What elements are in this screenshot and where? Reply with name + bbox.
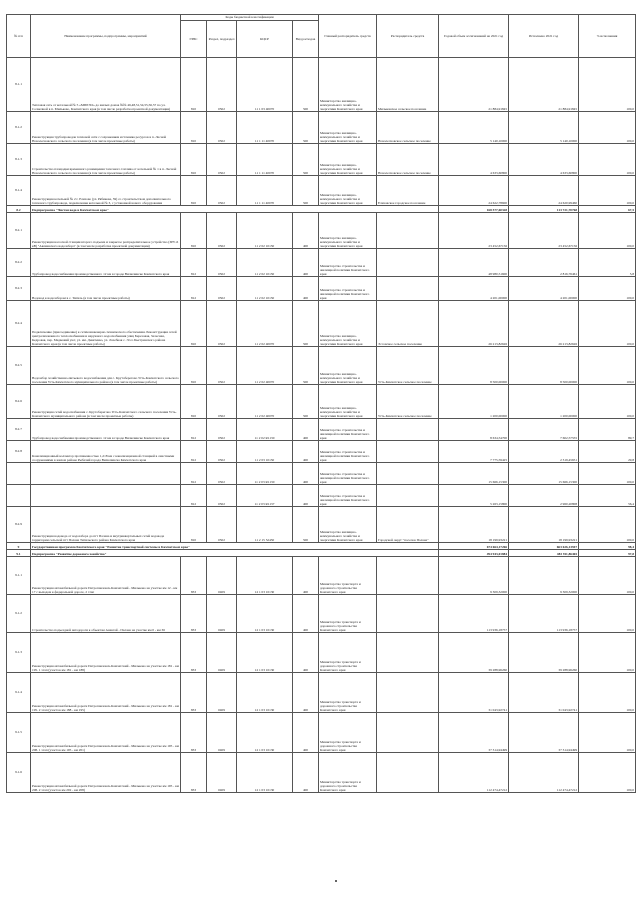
cell-grbs: 812 [181, 277, 207, 301]
cell-num: 9.1.2 [7, 595, 31, 633]
cell-plan: 5 263,15800 [439, 485, 509, 507]
cell-gl: Министерство строительства и жилищной политики Камчатского края [319, 485, 377, 507]
cell-rzpr: 0409 [207, 595, 237, 633]
cell-kcsr: 11 2 02 10130 [237, 213, 293, 249]
cell-grbs: 810 [181, 58, 207, 112]
cell-vr: 400 [293, 633, 319, 673]
cell-plan: 26 213,82626 [439, 301, 509, 347]
cell-plan: 21 884,91845 [439, 58, 509, 112]
cell-plan: 18 199,93221 [439, 507, 509, 543]
cell-name: Реконструкция автомобильной дороги Петропавловск-Камчатский - Мильково на участке км 195 - км 208. 2 этап (участок км 202 - км 208) [31, 753, 181, 793]
cell-num: 8.2.4 [7, 301, 31, 347]
table-row [7, 347, 636, 385]
cell-num: 8.2.8 [7, 441, 31, 463]
cell-name: Реконструкция трубопроводов тепловой сети с сохранением источника ресурсов в п. Лесной Новолесновского сельского поселения (в том числе проектные работы) [31, 112, 181, 144]
cell-rasp [377, 277, 439, 301]
cell-pct: 5,8 [579, 249, 636, 277]
cell-name: Водовод к водозаборам в с. Тигиль (в том числе проектные работы) [31, 277, 181, 301]
cell-plan: 23 452,67156 [439, 213, 509, 249]
cell-kcsr: 11 1 03 40070 [237, 58, 293, 112]
cell-rasp [377, 441, 439, 463]
cell-vr: 400 [293, 595, 319, 633]
table-row [7, 485, 636, 507]
table-row [7, 385, 636, 419]
cell-vr: 500 [293, 144, 319, 176]
cell-pct: 100,0 [579, 463, 636, 485]
cell-pct: 100,0 [579, 176, 636, 206]
header-main-manager: Главный распорядитель средств [319, 15, 377, 58]
header-pct: % исполнения [579, 15, 636, 58]
cell-rzpr: 0409 [207, 673, 237, 713]
cell-name: Реконструкция автомобильной дороги Петропавловск-Камчатский - Мильково на участке км 181 - км 195. 1 этап (участок км 181 - км 188) [31, 633, 181, 673]
cell-gl: Министерство транспорта и дорожного строительства Камчатского края [319, 557, 377, 595]
cell-plan: 48 980,51600 [439, 249, 509, 277]
cell-rzpr: 0409 [207, 633, 237, 673]
cell-grbs: 810 [181, 347, 207, 385]
cell-kcsr: 11 2 03 R1130 [237, 463, 293, 485]
cell-fact: 1 200,00000 [509, 385, 579, 419]
table-row [7, 301, 636, 347]
cell-rzpr: 0502 [207, 144, 237, 176]
cell-name: Тепловая сеть от котельной № 5 «МПРЭО» до жилых домов №№ 46,48,51,54,55,56,57 по ул. Солнечной в п. Мильково, Камчатского края (в том числе разработка проектной документации) [31, 58, 181, 112]
cell-plan: 24 622,78600 [439, 176, 509, 206]
cell-gl: Министерство жилищно-коммунального хозяйства и энергетики Камчатского края [319, 385, 377, 419]
cell-name: Реконструкция автомобильной дороги Петропавловск-Камчатский - Мильково на участке км 181 - км 195. 2 этап (участок км 188 - км 195) [31, 673, 181, 713]
cell-rasp [377, 419, 439, 441]
cell-vr: 500 [293, 112, 319, 144]
cell-vr: 400 [293, 441, 319, 463]
cell-kcsr: 12 1 03 10130 [237, 673, 293, 713]
header-grbs: ГРБС [181, 21, 207, 58]
cell-name [31, 463, 181, 485]
cell-grbs: 833 [181, 633, 207, 673]
table-row [7, 673, 636, 713]
cell-fact: 23 452,67156 [509, 213, 579, 249]
cell-num: 9.1.4 [7, 673, 31, 713]
cell-pct: 100,0 [579, 112, 636, 144]
cell-grbs: 810 [181, 507, 207, 543]
header-kcsr: КЦСР [237, 21, 293, 58]
cell-kcsr: 12 1 03 10130 [237, 595, 293, 633]
cell-pct: 100,0 [579, 673, 636, 713]
cell-vr: 500 [293, 58, 319, 112]
header-num: № п/п [7, 15, 31, 58]
cell-name: Государственная программа Камчатского края "Развитие транспортной системы в Камчатском крае" [31, 543, 439, 550]
table-row [7, 463, 636, 485]
cell-fact: 4 201,00000 [509, 277, 579, 301]
cell-kcsr: 11 2 02 40070 [237, 301, 293, 347]
cell-grbs: 810 [181, 144, 207, 176]
cell-pct: 100,0 [579, 301, 636, 347]
cell-num: 9.1.1 [7, 557, 31, 595]
cell-plan: 112 474,47212 [439, 753, 509, 793]
cell-rzpr: 0502 [207, 485, 237, 507]
cell-rzpr: 0502 [207, 507, 237, 543]
cell-pct: 100,0 [579, 385, 636, 419]
cell-gl: Министерство жилищно-коммунального хозяйства и энергетики Камчатского края [319, 144, 377, 176]
cell-num [7, 463, 31, 485]
cell-num: 8.2.5 [7, 347, 31, 385]
cell-rasp: Новолесновское сельское поселение [377, 112, 439, 144]
cell-fact: 9 309,32000 [509, 557, 579, 595]
cell-plan: 9 309,32000 [439, 557, 509, 595]
cell-vr: 500 [293, 301, 319, 347]
cell-rzpr: 0502 [207, 385, 237, 419]
cell-fact: 37 314,94499 [509, 713, 579, 753]
cell-pct: 67,5 [579, 206, 636, 213]
cell-pct: 56,4 [579, 485, 636, 507]
cell-fact: 112 474,47212 [509, 753, 579, 793]
cell-gl: Министерство жилищно-коммунального хозяйства и энергетики Камчатского края [319, 58, 377, 112]
cell-rasp: Новолесновское сельское поселение [377, 144, 439, 176]
cell-plan: 15 666,15300 [439, 463, 509, 485]
cell-rzpr: 0502 [207, 112, 237, 144]
cell-name [31, 485, 181, 507]
cell-fact: 24 620,99460 [509, 176, 579, 206]
table-row [7, 507, 636, 543]
cell-kcsr: 11 2 03 R1137 [237, 485, 293, 507]
cell-fact: 2 960,20808 [509, 485, 579, 507]
cell-fact: 39 288,96260 [509, 633, 579, 673]
header-fact: Исполнено 2021 год [509, 15, 579, 58]
cell-vr: 400 [293, 463, 319, 485]
budget-table [6, 14, 636, 793]
cell-name: Канализационный коллектор протяженностью 1,218 км с канализационной станцией в очистными сооружениями в жилом районе Рыбачий города Вилючинска Камчатского края [31, 441, 181, 463]
cell-name: Трубопровод водоснабжения производственного 12 км в городе Вилючинске Камчатского края [31, 249, 181, 277]
cell-grbs: 812 [181, 463, 207, 485]
cell-grbs: 812 [181, 485, 207, 507]
cell-vr: 400 [293, 485, 319, 507]
cell-gl: Министерство строительства и жилищной политики Камчатского края [319, 419, 377, 441]
cell-fact: 2 816,76461 [509, 249, 579, 277]
section-row [7, 543, 636, 550]
cell-vr: 400 [293, 557, 319, 595]
cell-pct: 100,0 [579, 144, 636, 176]
cell-rzpr: 0502 [207, 249, 237, 277]
cell-grbs: 833 [181, 557, 207, 595]
cell-rasp [377, 595, 439, 633]
cell-pct: 98,4 [579, 543, 636, 550]
cell-pct: 100,0 [579, 753, 636, 793]
cell-grbs: 810 [181, 213, 207, 249]
cell-kcsr: 11 2 02 10130 [237, 249, 293, 277]
cell-gl: Министерство строительства и жилищной политики Камчатского края [319, 277, 377, 301]
cell-vr: 400 [293, 277, 319, 301]
cell-grbs: 810 [181, 176, 207, 206]
cell-num: 8.1.4 [7, 176, 31, 206]
cell-rasp: Елизовское городское поселение [377, 176, 439, 206]
header-name: Наименование программы, подпрограммы, мероприятий [31, 15, 181, 58]
cell-plan: 494 943,01884 [439, 550, 509, 557]
cell-grbs: 812 [181, 249, 207, 277]
cell-grbs: 833 [181, 595, 207, 633]
cell-rzpr: 0502 [207, 176, 237, 206]
header-group-title: Коды бюджетной классификации [181, 15, 319, 21]
cell-num: 8.2.7 [7, 419, 31, 441]
cell-rasp: Городской округ "поселок Палана" [377, 507, 439, 543]
cell-rasp [377, 213, 439, 249]
cell-kcsr: 12 1 03 10130 [237, 557, 293, 595]
cell-num: 8.1.3 [7, 144, 31, 176]
cell-kcsr: 11 2 15 52430 [237, 507, 293, 543]
cell-vr: 400 [293, 673, 319, 713]
cell-kcsr: 12 1 03 10130 [237, 713, 293, 753]
cell-num: 9.1.6 [7, 753, 31, 793]
cell-rasp [377, 249, 439, 277]
cell-plan: 37 314,94499 [439, 713, 509, 753]
cell-rasp: Усть-Камчатское сельское поселение [377, 385, 439, 419]
cell-vr: 400 [293, 213, 319, 249]
cell-num: 8.2.2 [7, 249, 31, 277]
cell-plan: 8 500,00000 [439, 347, 509, 385]
cell-name: Реконструкция автомобильной дороги Петропавловск-Камчатский - Мильково на участке км 12 - км 17 с выходом к федеральной дороге, 2 этап [31, 557, 181, 595]
cell-vr: 500 [293, 507, 319, 543]
cell-grbs: 810 [181, 301, 207, 347]
cell-fact: 2 319,45651 [509, 441, 579, 463]
cell-rzpr: 0502 [207, 441, 237, 463]
cell-fact: 113 721,70768 [509, 206, 579, 213]
cell-rasp [377, 753, 439, 793]
cell-grbs: 833 [181, 713, 207, 753]
cell-fact: 15 666,15300 [509, 463, 579, 485]
cell-plan: 674 664,17266 [439, 543, 509, 550]
cell-grbs: 812 [181, 441, 207, 463]
cell-name: Реконструкция водовода от водозабора до пгт Палана и внутриквартальных сетей водовода территории сельской пгт Палана Тигильского района Камчатского края [31, 507, 181, 543]
cell-gl: Министерство транспорта и дорожного строительства Камчатского края [319, 753, 377, 793]
cell-kcsr: 11 2 02 10130 [237, 277, 293, 301]
cell-kcsr: 11 1 11 40070 [237, 112, 293, 144]
cell-rasp [377, 713, 439, 753]
cell-num: 9.1.5 [7, 713, 31, 753]
table-row [7, 713, 636, 753]
cell-num: 8.2.3 [7, 277, 31, 301]
cell-grbs: 833 [181, 673, 207, 713]
table-row [7, 441, 636, 463]
cell-num: 9.1 [7, 550, 31, 557]
cell-rzpr: 0502 [207, 213, 237, 249]
cell-fact: 113 936,18757 [509, 595, 579, 633]
cell-pct: 100,0 [579, 507, 636, 543]
cell-plan: 113 936,18757 [439, 595, 509, 633]
table-row [7, 277, 636, 301]
cell-name: Строительство подъездной автодороги к объектам Анавгай - Палана на участке км 0 - км 36 [31, 595, 181, 633]
cell-gl: Министерство транспорта и дорожного строительства Камчатского края [319, 673, 377, 713]
table-row [7, 213, 636, 249]
cell-fact: 26 213,82626 [509, 301, 579, 347]
cell-rzpr: 0409 [207, 557, 237, 595]
section-row [7, 550, 636, 557]
cell-pct: 100,0 [579, 557, 636, 595]
cell-rzpr: 0502 [207, 301, 237, 347]
cell-pct: 89,7 [579, 419, 636, 441]
cell-rasp: Мильковское сельское поселение [377, 58, 439, 112]
cell-vr: 400 [293, 753, 319, 793]
header-section: Раздел, подраздел [207, 21, 237, 58]
cell-name: Подпрограмма "Развитие дорожного хозяйства" [31, 550, 439, 557]
cell-plan: 31 043,92741 [439, 673, 509, 713]
cell-plan: 7 775,59425 [439, 441, 509, 463]
cell-vr: 500 [293, 347, 319, 385]
cell-pct: 100,0 [579, 347, 636, 385]
cell-gl: Министерство жилищно-коммунального хозяйства и энергетики Камчатского края [319, 301, 377, 347]
cell-num [7, 485, 31, 507]
cell-gl: Министерство строительства и жилищной политики Камчатского края [319, 463, 377, 485]
cell-num: 8.1.2 [7, 112, 31, 144]
cell-rasp [377, 557, 439, 595]
cell-pct: 100,0 [579, 213, 636, 249]
cell-name: Подпрограмма "Чистая вода в Камчатском крае" [31, 206, 439, 213]
cell-grbs: 810 [181, 385, 207, 419]
cell-name: Подключение (присоединение) к сетям инженерно-технического обеспечения. Реконструкция сетей централизованного теплоснабжения и наружного водоснабжения улиц Березовая, Залесная, Кедровая, пер. Медвежий уют, ул. им. Девятенко, ул. Лазебная с. Эссо Быстринского района Камчатского края (в том числе проектные работы) [31, 301, 181, 347]
cell-kcsr: 12 1 03 10130 [237, 633, 293, 673]
cell-name: Трубопровод водоснабжения производственного 12 км в городе Вилючинске Камчатского края [31, 419, 181, 441]
cell-num: 9.1.3 [7, 633, 31, 673]
cell-kcsr: 12 1 03 10130 [237, 753, 293, 793]
cell-grbs: 812 [181, 419, 207, 441]
cell-pct: 97,8 [579, 550, 636, 557]
cell-rasp: Усть-Камчатское сельское поселение [377, 347, 439, 385]
table-row [7, 58, 636, 112]
cell-grbs: 810 [181, 112, 207, 144]
cell-gl: Министерство транспорта и дорожного строительства Камчатского края [319, 713, 377, 753]
cell-plan: 8 634,54700 [439, 419, 509, 441]
cell-gl: Министерство жилищно-коммунального хозяйства и энергетики Камчатского края [319, 176, 377, 206]
section-row [7, 206, 636, 213]
cell-rasp: Эссовское сельское поселение [377, 301, 439, 347]
cell-plan: 168 577,60328 [439, 206, 509, 213]
cell-name: Реконструкция сетей водоснабжения с. Крутоберегово Усть-Камчатского сельского поселения Усть-Камчатского муниципального района (в том числе проектные работы) [31, 385, 181, 419]
cell-fact: 18 199,93221 [509, 507, 579, 543]
cell-num: 8.1.1 [7, 58, 31, 112]
cell-fact: 21 884,91845 [509, 58, 579, 112]
cell-num: 8.2 [7, 206, 31, 213]
cell-fact: 483 911,86465 [509, 550, 579, 557]
cell-pct: 100,0 [579, 277, 636, 301]
cell-rasp [377, 673, 439, 713]
cell-vr: 500 [293, 176, 319, 206]
cell-fact: 31 043,92741 [509, 673, 579, 713]
cell-gl: Министерство транспорта и дорожного строительства Камчатского края [319, 595, 377, 633]
cell-vr: 400 [293, 249, 319, 277]
cell-plan: 4 633,60800 [439, 144, 509, 176]
cell-plan: 39 288,96260 [439, 633, 509, 673]
cell-kcsr: 11 2 02 40070 [237, 385, 293, 419]
table-row [7, 144, 636, 176]
cell-fact: 7 602,57555 [509, 419, 579, 441]
cell-gl: Министерство жилищно-коммунального хозяйства и энергетики Камчатского края [319, 347, 377, 385]
cell-rzpr: 0502 [207, 347, 237, 385]
cell-vr: 400 [293, 713, 319, 753]
cell-num: 9 [7, 543, 31, 550]
cell-fact: 4 633,60800 [509, 144, 579, 176]
cell-fact: 5 140,10000 [509, 112, 579, 144]
cell-pct: 100,0 [579, 595, 636, 633]
cell-plan: 4 201,00000 [439, 277, 509, 301]
cell-gl: Министерство строительства и жилищной политики Камчатского края [319, 441, 377, 463]
cell-name: Строительство площадки временного размещения топочного топлива от котельной № 1 в п. Лесной Новолесновского сельского поселения (в том числе проектные работы) [31, 144, 181, 176]
table-row [7, 419, 636, 441]
cell-gl: Министерство строительства и жилищной политики Камчатского края [319, 249, 377, 277]
table-body [7, 58, 636, 793]
cell-rzpr: 0409 [207, 713, 237, 753]
cell-name: Реконструкция насосной станции второго подъема и закрытое распределительное устройство (ЗРУ-6 кВ) "Авачинского водозабора" (в том числе разработка проектной документации) [31, 213, 181, 249]
cell-name: Реконструкция котельной № 2 г. Елизово (ул. Рябикова, 59) со строительством дополнительного теплового трубопровода, подключение котельной № 3, с установкой нового оборудования [31, 176, 181, 206]
header-expense-type: Вид расходов [293, 21, 319, 58]
table-row [7, 557, 636, 595]
cell-kcsr: 11 2 02 R1130 [237, 419, 293, 441]
table-row [7, 633, 636, 673]
cell-grbs: 833 [181, 753, 207, 793]
cell-name: Водозабор хозяйственно-питьевого водоснабжения для с. Крутоберегово Усть-Камчатского сельского поселения Усть-Камчатского муниципального района (в том числе проектные работы) [31, 347, 181, 385]
cell-rzpr: 0409 [207, 753, 237, 793]
cell-fact: 8 500,00000 [509, 347, 579, 385]
table-row [7, 176, 636, 206]
cell-fact: 663 626,13947 [509, 543, 579, 550]
cell-num: 8.2.9 [7, 507, 31, 543]
cell-gl: Министерство транспорта и дорожного строительства Камчатского края [319, 633, 377, 673]
cell-plan: 5 140,10000 [439, 112, 509, 144]
cell-gl: Министерство жилищно-коммунального хозяйства и энергетики Камчатского края [319, 112, 377, 144]
cell-vr: 500 [293, 385, 319, 419]
cell-name: Реконструкция автомобильной дороги Петропавловск-Камчатский - Мильково на участке км 195 - км 208. 1 этап (участок км 195 - км 201) [31, 713, 181, 753]
cell-kcsr: 11 2 02 40070 [237, 347, 293, 385]
cell-kcsr: 11 1 11 40070 [237, 176, 293, 206]
table-row [7, 595, 636, 633]
cell-rasp [377, 485, 439, 507]
table-row [7, 249, 636, 277]
cell-rzpr: 0502 [207, 419, 237, 441]
cell-gl: Министерство жилищно-коммунального хозяйства и энергетики Камчатского края [319, 213, 377, 249]
cell-rzpr: 0502 [207, 277, 237, 301]
cell-rzpr: 0502 [207, 58, 237, 112]
header-manager: Распорядитель средств [377, 15, 439, 58]
cell-rzpr: 0502 [207, 463, 237, 485]
cell-rasp [377, 633, 439, 673]
page-mark [335, 880, 337, 882]
cell-pct: 100,0 [579, 633, 636, 673]
cell-num: 8.2.6 [7, 385, 31, 419]
cell-kcsr: 11 1 11 40070 [237, 144, 293, 176]
cell-plan: 1 200,00000 [439, 385, 509, 419]
cell-num: 8.2.1 [7, 213, 31, 249]
cell-kcsr: 11 2 03 10130 [237, 441, 293, 463]
table-row [7, 753, 636, 793]
cell-pct: 100,0 [579, 58, 636, 112]
cell-pct: 29,8 [579, 441, 636, 463]
cell-gl: Министерство жилищно-коммунального хозяйства и энергетики Камчатского края [319, 507, 377, 543]
cell-rasp [377, 463, 439, 485]
cell-vr: 400 [293, 419, 319, 441]
cell-pct: 100,0 [579, 713, 636, 753]
table-row [7, 112, 636, 144]
header-plan: Годовой объем ассигнований на 2021 год [439, 15, 509, 58]
